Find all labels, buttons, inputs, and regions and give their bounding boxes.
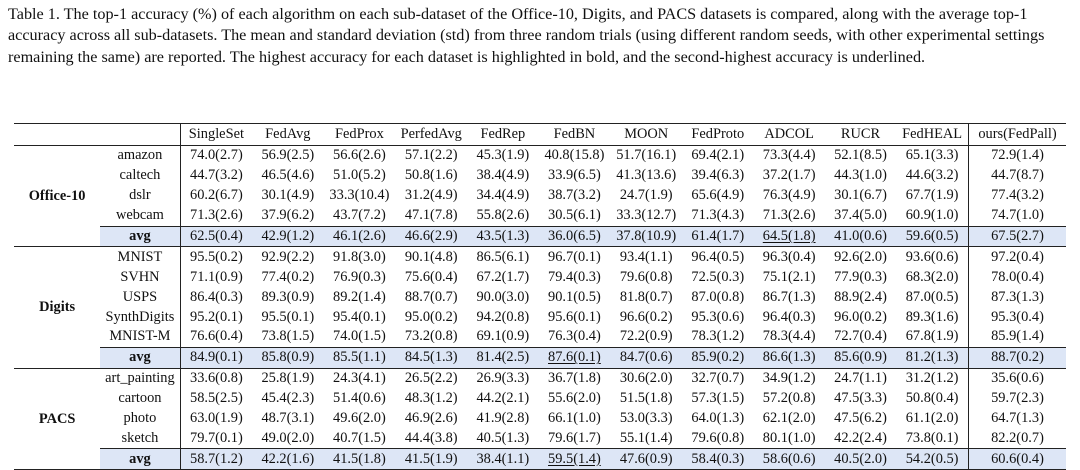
value-cell: 64.7(1.3) xyxy=(991,410,1044,427)
value-cell: 57.3(1.5) xyxy=(691,390,745,407)
value-cell: 67.7(1.9) xyxy=(896,186,968,206)
value-cell: 26.9(3.3) xyxy=(476,370,530,387)
subset-label: cartoon xyxy=(100,389,180,409)
value-cell: 42.9(1.2) xyxy=(252,226,323,247)
value-cell: 71.1(0.9) xyxy=(190,268,243,285)
header-singleset: SingleSet xyxy=(180,124,252,146)
value-cell: 61.1(2.0) xyxy=(896,409,968,429)
value-cell: 90.0(3.0) xyxy=(476,288,530,305)
value-cell: 86.6(1.3) xyxy=(753,347,824,368)
value-cell: 24.3(4.1) xyxy=(333,370,386,387)
table-row xyxy=(14,428,1066,448)
value-cell: 59.5(1.4) xyxy=(539,449,611,470)
table-row xyxy=(14,146,1066,166)
value-cell: 58.4(0.3) xyxy=(682,449,753,470)
value-cell: 89.3(1.6) xyxy=(896,307,968,327)
value-cell: 60.6(0.4) xyxy=(969,449,1067,470)
value-cell: 44.7(8.7) xyxy=(991,167,1044,184)
value-cell: 46.5(4.6) xyxy=(261,167,315,184)
dataset-label: Office-10 xyxy=(14,146,100,247)
value-cell: 85.5(1.1) xyxy=(324,347,396,368)
value-cell: 35.6(0.6) xyxy=(991,370,1044,387)
value-cell: 66.1(1.0) xyxy=(548,410,601,427)
value-cell: 38.4(1.1) xyxy=(467,449,538,470)
value-cell: 65.6(4.9) xyxy=(691,187,745,204)
value-cell: 75.1(2.1) xyxy=(762,268,816,285)
value-cell: 40.5(1.3) xyxy=(476,429,530,446)
value-cell: 47.5(3.3) xyxy=(834,390,887,407)
value-cell: 41.5(1.8) xyxy=(324,449,396,470)
avg-row xyxy=(14,449,1066,470)
value-cell: 40.8(15.8) xyxy=(544,147,605,164)
value-cell: 41.5(1.9) xyxy=(395,449,467,470)
value-cell: 88.7(0.7) xyxy=(404,288,458,305)
value-cell: 95.3(0.6) xyxy=(691,308,745,325)
value-cell: 59.7(2.3) xyxy=(991,390,1044,407)
value-cell: 44.7(3.2) xyxy=(190,167,243,184)
value-cell: 46.9(2.6) xyxy=(404,410,458,427)
header-fedheal: FedHEAL xyxy=(896,124,968,146)
subset-label: amazon xyxy=(100,146,180,166)
value-cell: 78.3(1.2) xyxy=(691,328,745,345)
header-fedrep: FedRep xyxy=(467,124,538,146)
value-cell: 81.8(0.7) xyxy=(619,288,673,305)
value-cell: 97.2(0.4) xyxy=(991,248,1044,265)
value-cell: 45.4(2.3) xyxy=(261,390,315,407)
value-cell: 55.8(2.6) xyxy=(476,207,530,224)
subset-label: SynthDigits xyxy=(100,307,180,327)
value-cell: 93.6(0.6) xyxy=(896,247,968,267)
table-row xyxy=(14,267,1066,287)
value-cell: 95.6(0.1) xyxy=(548,308,601,325)
dataset-label: Digits xyxy=(14,247,100,368)
value-cell: 63.0(1.9) xyxy=(190,410,243,427)
value-cell: 36.0(6.5) xyxy=(539,226,611,247)
value-cell: 72.9(1.4) xyxy=(991,147,1044,164)
value-cell: 78.3(4.4) xyxy=(762,328,816,345)
header-perfedavg: PerfedAvg xyxy=(395,124,467,146)
value-cell: 91.8(3.0) xyxy=(333,248,386,265)
value-cell: 67.2(1.7) xyxy=(476,268,530,285)
value-cell: 51.7(16.1) xyxy=(616,147,677,164)
header-fedavg: FedAvg xyxy=(252,124,323,146)
value-cell: 85.9(1.4) xyxy=(991,328,1044,345)
value-cell: 44.3(1.0) xyxy=(834,167,887,184)
value-cell: 55.6(2.0) xyxy=(548,390,601,407)
value-cell: 80.1(1.0) xyxy=(762,429,816,446)
value-cell: 67.5(2.7) xyxy=(969,226,1067,247)
value-cell: 44.6(3.2) xyxy=(896,166,968,186)
value-cell: 79.7(0.1) xyxy=(190,429,243,446)
value-cell: 37.8(10.9) xyxy=(610,226,682,247)
value-cell: 39.4(6.3) xyxy=(691,167,745,184)
value-cell: 96.6(0.2) xyxy=(619,308,673,325)
value-cell: 40.7(1.5) xyxy=(333,429,386,446)
header-fedproto: FedProto xyxy=(682,124,753,146)
value-cell: 33.6(0.8) xyxy=(190,370,243,387)
value-cell: 71.3(4.3) xyxy=(691,207,745,224)
value-cell: 74.0(2.7) xyxy=(190,147,243,164)
value-cell: 79.4(0.3) xyxy=(548,268,601,285)
value-cell: 40.5(2.0) xyxy=(825,449,896,470)
value-cell: 89.3(0.9) xyxy=(261,288,315,305)
value-cell: 60.9(1.0) xyxy=(896,206,968,226)
value-cell: 92.6(2.0) xyxy=(834,248,887,265)
value-cell: 37.4(5.0) xyxy=(834,207,887,224)
value-cell: 71.3(2.6) xyxy=(762,207,816,224)
value-cell: 81.2(1.3) xyxy=(896,347,968,368)
value-cell: 58.6(0.6) xyxy=(753,449,824,470)
results-table xyxy=(14,123,1066,470)
value-cell: 96.4(0.5) xyxy=(691,248,745,265)
table-row xyxy=(14,247,1066,267)
value-cell: 36.7(1.8) xyxy=(548,370,601,387)
value-cell: 72.7(0.4) xyxy=(834,328,887,345)
value-cell: 38.4(4.9) xyxy=(476,167,530,184)
value-cell: 59.6(0.5) xyxy=(896,226,968,247)
dataset-label: PACS xyxy=(14,368,100,469)
value-cell: 87.6(0.1) xyxy=(539,347,611,368)
value-cell: 90.1(4.8) xyxy=(404,248,458,265)
value-cell: 53.0(3.3) xyxy=(619,410,673,427)
value-cell: 78.0(0.4) xyxy=(991,268,1044,285)
value-cell: 79.6(0.8) xyxy=(691,429,745,446)
header-rucr: RUCR xyxy=(825,124,896,146)
value-cell: 65.1(3.3) xyxy=(896,146,968,166)
value-cell: 37.9(6.2) xyxy=(261,207,315,224)
value-cell: 77.4(3.2) xyxy=(991,187,1044,204)
value-cell: 68.3(2.0) xyxy=(896,267,968,287)
value-cell: 95.5(0.1) xyxy=(261,308,315,325)
value-cell: 51.5(1.8) xyxy=(619,390,673,407)
value-cell: 62.5(0.4) xyxy=(180,226,252,247)
value-cell: 69.4(2.1) xyxy=(691,147,745,164)
table-caption: Table 1. The top-1 accuracy (%) of each algorithm on each sub-dataset of the Office-10, Digits, and PACS datasets is compared, along with the average top-1 accuracy across all sub-datasets. The mean and standard deviation (std) from three random trials (using different random seeds, with other experimental settings remaining the same) are reported. The highest accuracy for each dataset is highlighted in bold, and the second-highest accuracy is underlined. xyxy=(8,5,1045,66)
table-row xyxy=(14,287,1066,307)
value-cell: 93.4(1.1) xyxy=(619,248,673,265)
value-cell: 33.3(10.4) xyxy=(329,187,390,204)
avg-label: avg xyxy=(100,226,180,247)
value-cell: 62.1(2.0) xyxy=(762,410,816,427)
value-cell: 73.3(4.4) xyxy=(762,147,816,164)
value-cell: 64.0(1.3) xyxy=(691,410,745,427)
value-cell: 88.9(2.4) xyxy=(834,288,887,305)
value-cell: 95.0(0.2) xyxy=(404,308,458,325)
value-cell: 58.5(2.5) xyxy=(190,390,243,407)
value-cell: 34.9(1.2) xyxy=(762,370,816,387)
table-row xyxy=(14,166,1066,186)
value-cell: 72.5(0.3) xyxy=(691,268,745,285)
value-cell: 87.0(0.5) xyxy=(896,287,968,307)
header-empty-subset xyxy=(100,124,180,146)
value-cell: 56.9(2.5) xyxy=(261,147,315,164)
value-cell: 32.7(0.7) xyxy=(691,370,745,387)
value-cell: 37.2(1.7) xyxy=(762,167,816,184)
value-cell: 85.8(0.9) xyxy=(252,347,323,368)
value-cell: 88.7(0.2) xyxy=(969,347,1067,368)
avg-label: avg xyxy=(100,347,180,368)
value-cell: 73.8(1.5) xyxy=(261,328,315,345)
value-cell: 79.6(0.8) xyxy=(619,268,673,285)
value-cell: 73.8(0.1) xyxy=(896,428,968,448)
value-cell: 24.7(1.9) xyxy=(619,187,673,204)
subset-label: art_painting xyxy=(100,368,180,388)
value-cell: 86.7(1.3) xyxy=(762,288,816,305)
value-cell: 38.7(3.2) xyxy=(548,187,601,204)
header-fedbn: FedBN xyxy=(539,124,611,146)
value-cell: 57.1(2.2) xyxy=(404,147,458,164)
subset-label: MNIST-M xyxy=(100,327,180,347)
value-cell: 42.2(1.6) xyxy=(252,449,323,470)
value-cell: 41.9(2.8) xyxy=(476,410,530,427)
value-cell: 79.6(1.7) xyxy=(548,429,601,446)
value-cell: 92.9(2.2) xyxy=(261,248,315,265)
subset-label: MNIST xyxy=(100,247,180,267)
value-cell: 45.3(1.9) xyxy=(476,147,530,164)
value-cell: 51.4(0.6) xyxy=(333,390,386,407)
value-cell: 77.9(0.3) xyxy=(834,268,887,285)
value-cell: 89.2(1.4) xyxy=(333,288,386,305)
value-cell: 85.9(0.2) xyxy=(682,347,753,368)
value-cell: 26.5(2.2) xyxy=(404,370,458,387)
header-adcol: ADCOL xyxy=(753,124,824,146)
value-cell: 76.3(0.4) xyxy=(548,328,601,345)
avg-row xyxy=(14,347,1066,368)
value-cell: 41.0(0.6) xyxy=(825,226,896,247)
subset-label: photo xyxy=(100,409,180,429)
header-row xyxy=(14,124,1066,146)
value-cell: 84.5(1.3) xyxy=(395,347,467,368)
value-cell: 51.0(5.2) xyxy=(333,167,386,184)
table-row xyxy=(14,206,1066,226)
table-row xyxy=(14,186,1066,206)
value-cell: 49.6(2.0) xyxy=(333,410,386,427)
value-cell: 86.5(6.1) xyxy=(476,248,530,265)
value-cell: 25.8(1.9) xyxy=(261,370,315,387)
value-cell: 64.5(1.8) xyxy=(753,226,824,247)
subset-label: SVHN xyxy=(100,267,180,287)
table-body xyxy=(14,146,1066,470)
value-cell: 58.7(1.2) xyxy=(180,449,252,470)
value-cell: 56.6(2.6) xyxy=(333,147,386,164)
subset-label: caltech xyxy=(100,166,180,186)
table-row xyxy=(14,368,1066,388)
value-cell: 95.2(0.1) xyxy=(190,308,243,325)
value-cell: 60.2(6.7) xyxy=(190,187,243,204)
value-cell: 31.2(4.9) xyxy=(404,187,458,204)
value-cell: 54.2(0.5) xyxy=(896,449,968,470)
value-cell: 76.3(4.9) xyxy=(762,187,816,204)
value-cell: 74.7(1.0) xyxy=(991,207,1044,224)
value-cell: 74.0(1.5) xyxy=(333,328,386,345)
table-row xyxy=(14,409,1066,429)
value-cell: 30.5(6.1) xyxy=(548,207,601,224)
header-fedprox: FedProx xyxy=(324,124,396,146)
value-cell: 48.3(1.2) xyxy=(404,390,458,407)
value-cell: 31.2(1.2) xyxy=(896,368,968,388)
value-cell: 67.8(1.9) xyxy=(896,327,968,347)
value-cell: 81.4(2.5) xyxy=(467,347,538,368)
table-row xyxy=(14,307,1066,327)
value-cell: 61.4(1.7) xyxy=(682,226,753,247)
value-cell: 43.7(7.2) xyxy=(333,207,386,224)
value-cell: 94.2(0.8) xyxy=(476,308,530,325)
value-cell: 96.0(0.2) xyxy=(834,308,887,325)
subset-label: webcam xyxy=(100,206,180,226)
value-cell: 87.0(0.8) xyxy=(691,288,745,305)
value-cell: 85.6(0.9) xyxy=(825,347,896,368)
table-row xyxy=(14,327,1066,347)
value-cell: 86.4(0.3) xyxy=(190,288,243,305)
value-cell: 76.6(0.4) xyxy=(190,328,243,345)
subset-label: USPS xyxy=(100,287,180,307)
value-cell: 69.1(0.9) xyxy=(476,328,530,345)
value-cell: 46.1(2.6) xyxy=(324,226,396,247)
value-cell: 77.4(0.2) xyxy=(261,268,315,285)
value-cell: 47.5(6.2) xyxy=(834,410,887,427)
value-cell: 72.2(0.9) xyxy=(619,328,673,345)
value-cell: 57.2(0.8) xyxy=(762,390,816,407)
value-cell: 33.3(12.7) xyxy=(616,207,677,224)
header-ours: ours(FedPall) xyxy=(969,124,1067,146)
value-cell: 46.6(2.9) xyxy=(395,226,467,247)
table-row xyxy=(14,389,1066,409)
value-cell: 96.3(0.4) xyxy=(762,248,816,265)
value-cell: 48.7(3.1) xyxy=(261,410,315,427)
value-cell: 44.2(2.1) xyxy=(476,390,530,407)
value-cell: 42.2(2.4) xyxy=(834,429,887,446)
value-cell: 30.1(4.9) xyxy=(261,187,315,204)
value-cell: 82.2(0.7) xyxy=(991,429,1044,446)
value-cell: 30.6(2.0) xyxy=(619,370,673,387)
value-cell: 90.1(0.5) xyxy=(548,288,601,305)
value-cell: 76.9(0.3) xyxy=(333,268,386,285)
value-cell: 47.6(0.9) xyxy=(610,449,682,470)
value-cell: 41.3(13.6) xyxy=(616,167,677,184)
value-cell: 96.4(0.3) xyxy=(762,308,816,325)
avg-label: avg xyxy=(100,449,180,470)
value-cell: 75.6(0.4) xyxy=(404,268,458,285)
value-cell: 43.5(1.3) xyxy=(467,226,538,247)
value-cell: 95.4(0.1) xyxy=(333,308,386,325)
value-cell: 95.3(0.4) xyxy=(991,308,1044,325)
value-cell: 50.8(0.4) xyxy=(896,389,968,409)
value-cell: 84.7(0.6) xyxy=(610,347,682,368)
value-cell: 34.4(4.9) xyxy=(476,187,530,204)
value-cell: 33.9(6.5) xyxy=(548,167,601,184)
avg-row xyxy=(14,226,1066,247)
value-cell: 24.7(1.1) xyxy=(834,370,887,387)
value-cell: 84.9(0.1) xyxy=(180,347,252,368)
value-cell: 44.4(3.8) xyxy=(404,429,458,446)
value-cell: 95.5(0.2) xyxy=(190,248,243,265)
value-cell: 52.1(8.5) xyxy=(834,147,887,164)
value-cell: 87.3(1.3) xyxy=(991,288,1044,305)
value-cell: 73.2(0.8) xyxy=(404,328,458,345)
header-moon: MOON xyxy=(610,124,682,146)
subset-label: sketch xyxy=(100,428,180,448)
value-cell: 47.1(7.8) xyxy=(404,207,458,224)
value-cell: 71.3(2.6) xyxy=(190,207,243,224)
value-cell: 30.1(6.7) xyxy=(834,187,887,204)
value-cell: 55.1(1.4) xyxy=(619,429,673,446)
value-cell: 50.8(1.6) xyxy=(404,167,458,184)
value-cell: 96.7(0.1) xyxy=(548,248,601,265)
subset-label: dslr xyxy=(100,186,180,206)
header-empty-dataset xyxy=(14,124,100,146)
value-cell: 49.0(2.0) xyxy=(261,429,315,446)
